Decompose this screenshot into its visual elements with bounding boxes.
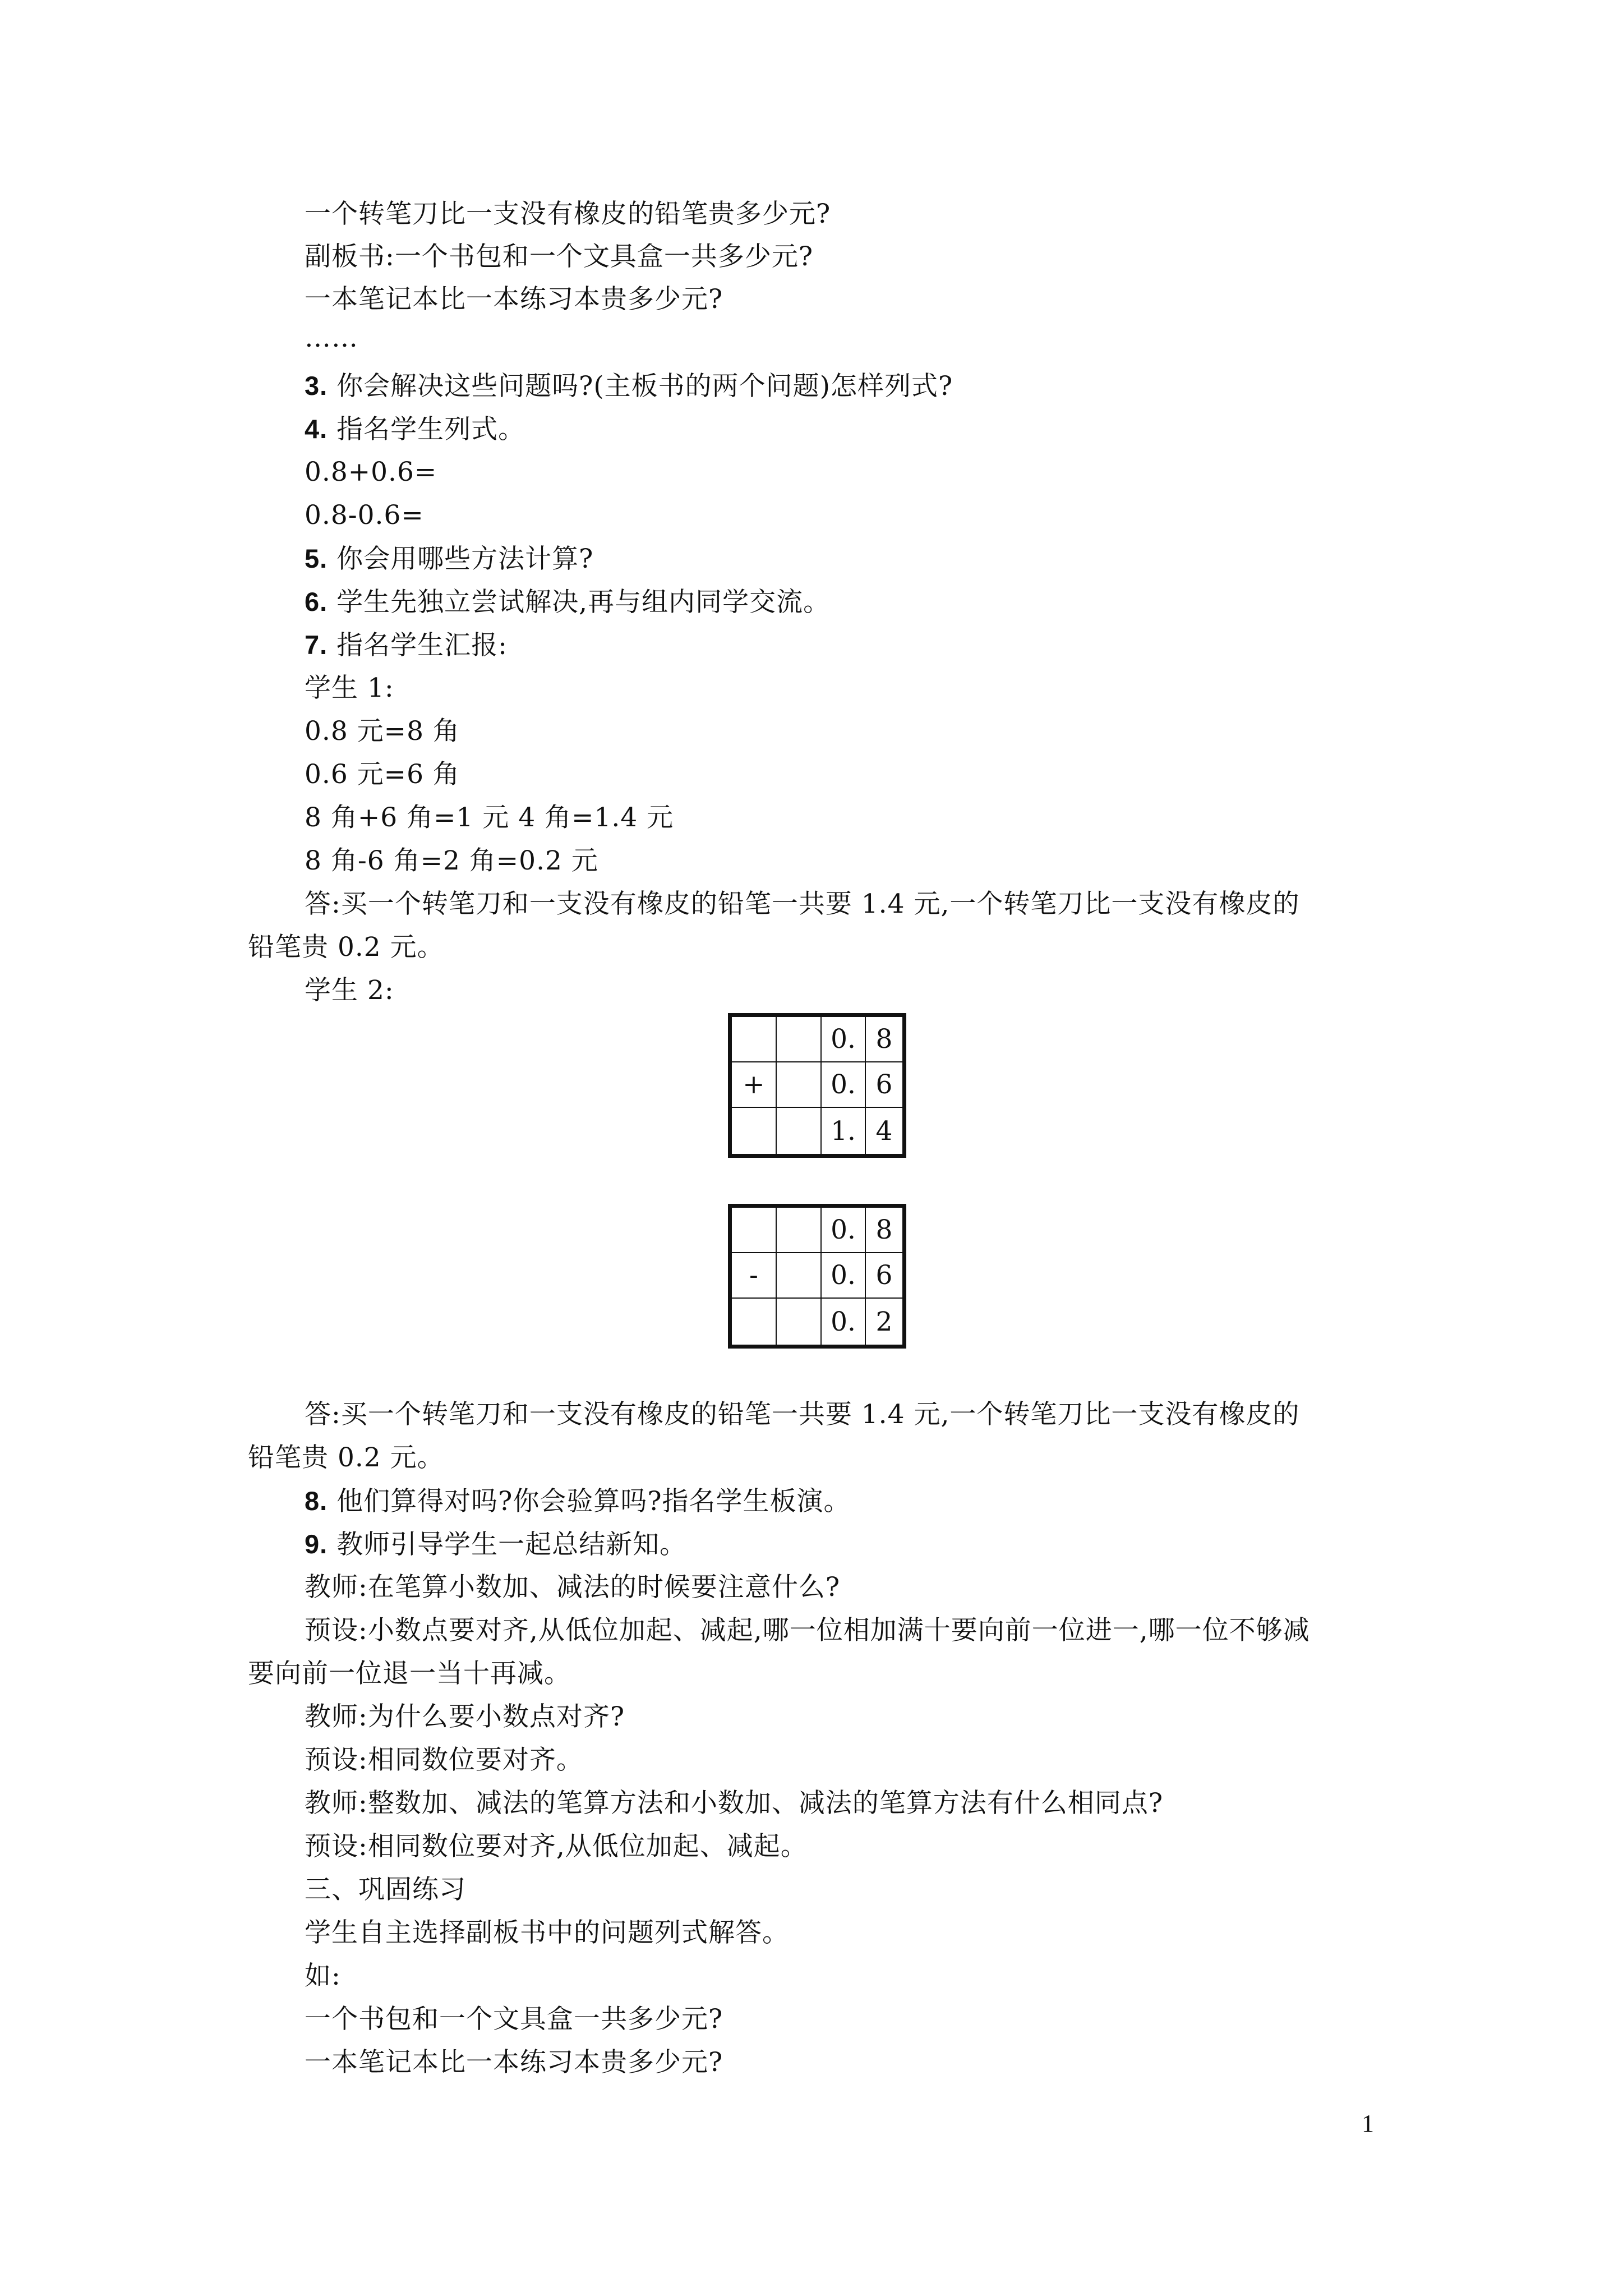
step-7 [305, 628, 508, 662]
step-text: 你会用哪些方法计算? [328, 544, 594, 574]
answer-line: 答:买一个转笔刀和一支没有橡皮的铅笔一共要 1.4 元,一个转笔刀比一支没有橡皮的 [305, 889, 1300, 919]
grid-cell [777, 1253, 822, 1299]
text-line: 要向前一位退一当十再减。 [248, 1658, 571, 1689]
grid-cell: 1. [822, 1108, 866, 1154]
grid-cell: 8 [866, 1208, 902, 1253]
step-number: 8. [305, 1486, 328, 1516]
grid-cell: 6 [866, 1253, 902, 1299]
step-number: 4. [305, 414, 328, 444]
step-text: 教师引导学生一起总结新知。 [328, 1529, 687, 1560]
step-number: 7. [305, 630, 328, 660]
equation-line: 0.8 元=8 角 [305, 716, 460, 747]
text-line: 一个书包和一个文具盒一共多少元? [305, 2004, 723, 2035]
step-number: 5. [305, 544, 328, 573]
answer-line: 铅笔贵 0.2 元。 [248, 1442, 444, 1473]
text-line: 如: [305, 1961, 341, 1991]
text-line: 教师:在笔算小数加、减法的时候要注意什么? [305, 1572, 841, 1603]
step-number: 6. [305, 587, 328, 616]
step-5 [305, 542, 593, 576]
grid-cell: 0. [822, 1017, 866, 1062]
step-text: 他们算得对吗?你会验算吗?指名学生板演。 [328, 1486, 851, 1517]
grid-cell: 0. [822, 1299, 866, 1345]
text-line: 一本笔记本比一本练习本贵多少元? [305, 284, 723, 315]
equation-line: 0.8-0.6= [305, 500, 424, 531]
step-8 [305, 1484, 851, 1519]
text-line: 学生自主选择副板书中的问题列式解答。 [305, 1917, 789, 1948]
step-4 [305, 412, 525, 447]
step-3 [305, 369, 953, 403]
step-text: 指名学生列式。 [328, 414, 525, 445]
equation-line: 8 角-6 角=2 角=0.2 元 [305, 845, 598, 876]
step-number: 3. [305, 371, 328, 401]
text-line: 一本笔记本比一本练习本贵多少元? [305, 2047, 723, 2078]
grid-cell: 0. [822, 1062, 866, 1108]
subtraction-grid [728, 1204, 906, 1349]
grid-cell: + [732, 1062, 777, 1108]
step-number: 9. [305, 1529, 328, 1559]
grid-cell [777, 1062, 822, 1108]
text-line: 一个转笔刀比一支没有橡皮的铅笔贵多少元? [305, 199, 831, 229]
equation-line: 8 角+6 角=1 元 4 角=1.4 元 [305, 802, 674, 833]
grid-cell: - [732, 1253, 777, 1299]
text-line: 教师:为什么要小数点对齐? [305, 1701, 625, 1732]
text-line: 预设:相同数位要对齐,从低位加起、减起。 [305, 1831, 808, 1862]
grid-cell [732, 1208, 777, 1253]
equation-line: 0.8+0.6= [305, 457, 437, 487]
grid-cell [732, 1017, 777, 1062]
addition-grid [728, 1013, 906, 1158]
grid-cell [777, 1017, 822, 1062]
grid-cell [777, 1208, 822, 1253]
grid-cell: 8 [866, 1017, 902, 1062]
equation-line: 0.6 元=6 角 [305, 759, 460, 790]
grid-cell [732, 1108, 777, 1154]
text-line: 教师:整数加、减法的笔算方法和小数加、减法的笔算方法有什么相同点? [305, 1788, 1164, 1819]
text-line: 预设:相同数位要对齐。 [305, 1745, 583, 1775]
grid-cell: 2 [875, 1306, 893, 1337]
step-9 [305, 1527, 686, 1562]
answer-line: 铅笔贵 0.2 元。 [248, 932, 444, 963]
text-line: 学生 1: [305, 673, 394, 703]
text-line: 副板书:一个书包和一个文具盒一共多少元? [305, 241, 814, 272]
grid-cell: 6 [866, 1062, 902, 1108]
step-text: 指名学生汇报: [328, 630, 508, 661]
text-line: 预设:小数点要对齐,从低位加起、减起,哪一位相加满十要向前一位进一,哪一位不够减 [305, 1615, 1310, 1646]
step-text: 学生先独立尝试解决,再与组内同学交流。 [328, 587, 831, 618]
section-heading: 三、巩固练习 [305, 1874, 466, 1905]
step-text: 你会解决这些问题吗?(主板书的两个问题)怎样列式? [328, 371, 953, 402]
step-6 [305, 585, 830, 619]
grid-cell [777, 1299, 822, 1345]
answer-line: 答:买一个转笔刀和一支没有橡皮的铅笔一共要 1.4 元,一个转笔刀比一支没有橡皮的 [305, 1399, 1300, 1430]
grid-cell: 4 [875, 1115, 893, 1147]
grid-cell [777, 1108, 822, 1154]
ellipsis: …… [305, 323, 358, 353]
grid-cell: 0. [822, 1208, 866, 1253]
text-line: 学生 2: [305, 975, 394, 1006]
grid-cell: 0. [822, 1253, 866, 1299]
page-number: 1 [1362, 2110, 1374, 2137]
grid-cell [732, 1299, 777, 1345]
